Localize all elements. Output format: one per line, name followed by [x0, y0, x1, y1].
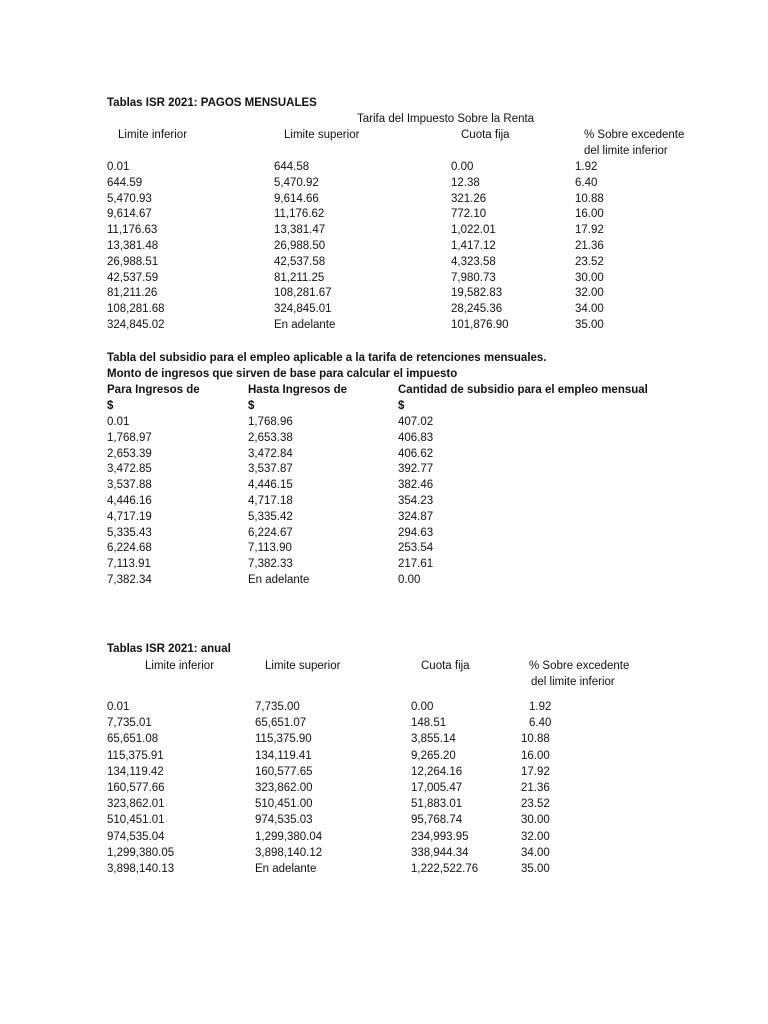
table-cell: 65,651.08 — [107, 733, 159, 746]
table-cell: 4,446.16 — [107, 495, 152, 507]
table-cell: 338,944.34 — [411, 846, 469, 859]
table-cell: 5,470.92 — [274, 176, 319, 189]
table-cell: 4,323.58 — [451, 255, 496, 268]
mensual-header-porcentaje: % Sobre excedente — [584, 129, 685, 141]
table-cell: 3,855.14 — [411, 733, 456, 746]
table-cell: 7,113.91 — [107, 558, 151, 571]
table-cell: 81,211.25 — [274, 271, 325, 284]
table-cell: 115,375.90 — [255, 733, 312, 746]
table-cell: 34.00 — [521, 846, 550, 859]
mensual-title: Tablas ISR 2021: PAGOS MENSUALES — [107, 97, 317, 109]
mensual-header-limite-inferior: Limite inferior — [118, 129, 188, 141]
table-cell: 21.36 — [521, 782, 550, 794]
table-cell: 34.00 — [575, 303, 604, 316]
table-cell: 9,265.20 — [411, 749, 456, 762]
table-cell: 5,335.42 — [248, 510, 293, 523]
table-cell: 30.00 — [575, 271, 604, 284]
table-cell: 65,651.07 — [255, 717, 307, 730]
table-cell: 294.63 — [398, 526, 434, 539]
table-cell: 51,883.01 — [411, 798, 463, 811]
table-cell: 4,717.19 — [107, 510, 152, 523]
table-cell: 510,451.01 — [107, 814, 165, 827]
table-cell: 7,382.34 — [107, 574, 152, 586]
table-cell: 16.00 — [521, 749, 550, 762]
table-cell: 0.01 — [107, 416, 130, 428]
anual-title: Tablas ISR 2021: anual — [107, 643, 231, 655]
table-cell: 2,653.39 — [107, 447, 152, 460]
table-cell: 323,862.01 — [107, 798, 165, 811]
table-cell: 32.00 — [575, 287, 604, 300]
table-cell: 21.36 — [575, 240, 604, 252]
table-cell: 42,537.58 — [274, 255, 326, 268]
table-cell: 32.00 — [521, 830, 550, 843]
table-cell: En adelante — [248, 574, 310, 586]
table-cell: 4,717.18 — [248, 495, 293, 507]
table-cell: 95,768.74 — [411, 814, 463, 827]
table-cell: 1,768.96 — [248, 416, 293, 428]
table-cell: 644.58 — [274, 161, 310, 173]
subsidio-currency-2: $ — [248, 400, 255, 412]
table-cell: 1,768.97 — [107, 431, 152, 444]
table-cell: 1,222,522.76 — [411, 863, 479, 875]
anual-header-cuota-fija: Cuota fija — [421, 660, 470, 672]
table-cell: 19,582.83 — [451, 287, 503, 300]
table-cell: 324.87 — [398, 510, 434, 523]
table-cell: 1.92 — [575, 161, 598, 173]
table-cell: 407.02 — [398, 416, 434, 428]
mensual-header-limite-superior: Limite superior — [284, 129, 360, 141]
table-cell: 134,119.42 — [107, 765, 164, 778]
table-cell: 510,451.00 — [255, 798, 313, 811]
mensual-header-cuota-fija: Cuota fija — [461, 129, 510, 141]
table-cell: 23.52 — [521, 798, 550, 811]
table-cell: 1,417.12 — [451, 240, 496, 252]
table-cell: 12.38 — [451, 176, 480, 189]
table-cell: 234,993.95 — [411, 830, 469, 843]
table-cell: 6.40 — [529, 717, 552, 730]
subsidio-title: Tabla del subsidio para el empleo aplicable a la tarifa de retenciones mensuales. — [107, 352, 547, 364]
anual-header-porcentaje-2: del limite inferior — [531, 676, 615, 688]
table-cell: 6,224.68 — [107, 542, 152, 555]
table-cell: 6.40 — [575, 176, 598, 189]
table-cell: 772.10 — [451, 208, 487, 221]
table-cell: 160,577.65 — [255, 765, 313, 778]
table-cell: 382.46 — [398, 479, 434, 492]
table-cell: 108,281.68 — [107, 303, 165, 316]
table-cell: 644.59 — [107, 176, 143, 189]
table-cell: 101,876.90 — [451, 319, 509, 331]
table-cell: 7,735.00 — [255, 701, 300, 713]
table-cell: 23.52 — [575, 255, 604, 268]
table-cell: 3,472.85 — [107, 463, 152, 476]
table-cell: 9,614.66 — [274, 192, 319, 205]
table-cell: 160,577.66 — [107, 782, 165, 794]
table-cell: 28,245.36 — [451, 303, 503, 316]
table-cell: 5,335.43 — [107, 526, 152, 539]
table-cell: 324,845.01 — [274, 303, 332, 316]
table-cell: 108,281.67 — [274, 287, 332, 300]
table-cell: 26,988.50 — [274, 240, 326, 252]
table-cell: 30.00 — [521, 814, 550, 827]
table-cell: 81,211.26 — [107, 287, 158, 300]
table-cell: 10.88 — [575, 192, 604, 205]
table-cell: 17.92 — [521, 765, 550, 778]
table-cell: 0.00 — [451, 161, 474, 173]
table-cell: 3,898,140.13 — [107, 863, 175, 875]
table-cell: 134,119.41 — [255, 749, 312, 762]
table-cell: 16.00 — [575, 208, 604, 221]
table-cell: 323,862.00 — [255, 782, 313, 794]
table-cell: 35.00 — [521, 863, 550, 875]
table-cell: 42,537.59 — [107, 271, 159, 284]
table-cell: 324,845.02 — [107, 319, 165, 331]
subsidio-currency-3: $ — [398, 400, 405, 412]
subsidio-header-para: Para Ingresos de — [107, 384, 200, 396]
table-cell: 6,224.67 — [248, 526, 293, 539]
table-cell: 148.51 — [411, 717, 447, 730]
table-cell: 217.61 — [398, 558, 434, 571]
table-cell: 35.00 — [575, 319, 604, 331]
table-cell: 3,898,140.12 — [255, 846, 323, 859]
table-cell: 13,381.47 — [274, 224, 326, 237]
subsidio-header-hasta: Hasta Ingresos de — [248, 384, 348, 396]
table-cell: 0.01 — [107, 161, 130, 173]
table-cell: 0.00 — [411, 701, 434, 713]
table-cell: 17.92 — [575, 224, 604, 237]
table-cell: 4,446.15 — [248, 479, 293, 492]
table-cell: 9,614.67 — [107, 208, 152, 221]
table-cell: 1.92 — [529, 701, 552, 713]
subsidio-currency-1: $ — [107, 400, 114, 412]
table-cell: 354.23 — [398, 495, 434, 507]
table-cell: 392.77 — [398, 463, 434, 476]
table-cell: 7,113.90 — [248, 542, 292, 555]
table-cell: 13,381.48 — [107, 240, 159, 252]
subsidio-header-cantidad: Cantidad de subsidio para el empleo mensual — [398, 384, 648, 396]
table-cell: 974,535.04 — [107, 830, 165, 843]
anual-header-limite-superior: Limite superior — [265, 660, 341, 672]
table-cell: 11,176.62 — [274, 208, 325, 221]
table-cell: 10.88 — [521, 733, 550, 746]
table-cell: 0.00 — [398, 574, 421, 586]
table-cell: 2,653.38 — [248, 431, 293, 444]
table-cell: 0.01 — [107, 701, 130, 713]
table-cell: 3,472.84 — [248, 447, 293, 460]
table-cell: 5,470.93 — [107, 192, 152, 205]
anual-header-porcentaje: % Sobre excedente — [529, 660, 630, 672]
mensual-header-porcentaje-2: del limite inferior — [584, 145, 668, 157]
table-cell: 11,176.63 — [107, 224, 158, 237]
table-cell: 3,537.87 — [248, 463, 293, 476]
anual-header-limite-inferior: Limite inferior — [145, 660, 215, 672]
table-cell: 406.83 — [398, 431, 434, 444]
mensual-subtitle: Tarifa del Impuesto Sobre la Renta — [357, 113, 535, 125]
subsidio-subtitle: Monto de ingresos que sirven de base para calcular el impuesto — [107, 368, 458, 380]
table-cell: 7,382.33 — [248, 558, 293, 571]
table-cell: 12,264.16 — [411, 765, 463, 778]
table-cell: 1,022.01 — [451, 224, 496, 237]
table-cell: 1,299,380.05 — [107, 846, 175, 859]
table-cell: 1,299,380.04 — [255, 830, 323, 843]
table-cell: 321.26 — [451, 192, 487, 205]
table-cell: 253.54 — [398, 542, 434, 555]
table-cell: 17,005.47 — [411, 782, 463, 794]
table-cell: 974,535.03 — [255, 814, 313, 827]
table-cell: 3,537.88 — [107, 479, 152, 492]
table-cell: 7,735.01 — [107, 717, 152, 730]
table-cell: 406.62 — [398, 447, 434, 460]
table-cell: En adelante — [255, 863, 317, 875]
table-cell: 26,988.51 — [107, 255, 159, 268]
table-cell: 7,980.73 — [451, 271, 496, 284]
table-cell: 115,375.91 — [107, 749, 164, 762]
table-cell: En adelante — [274, 319, 336, 331]
